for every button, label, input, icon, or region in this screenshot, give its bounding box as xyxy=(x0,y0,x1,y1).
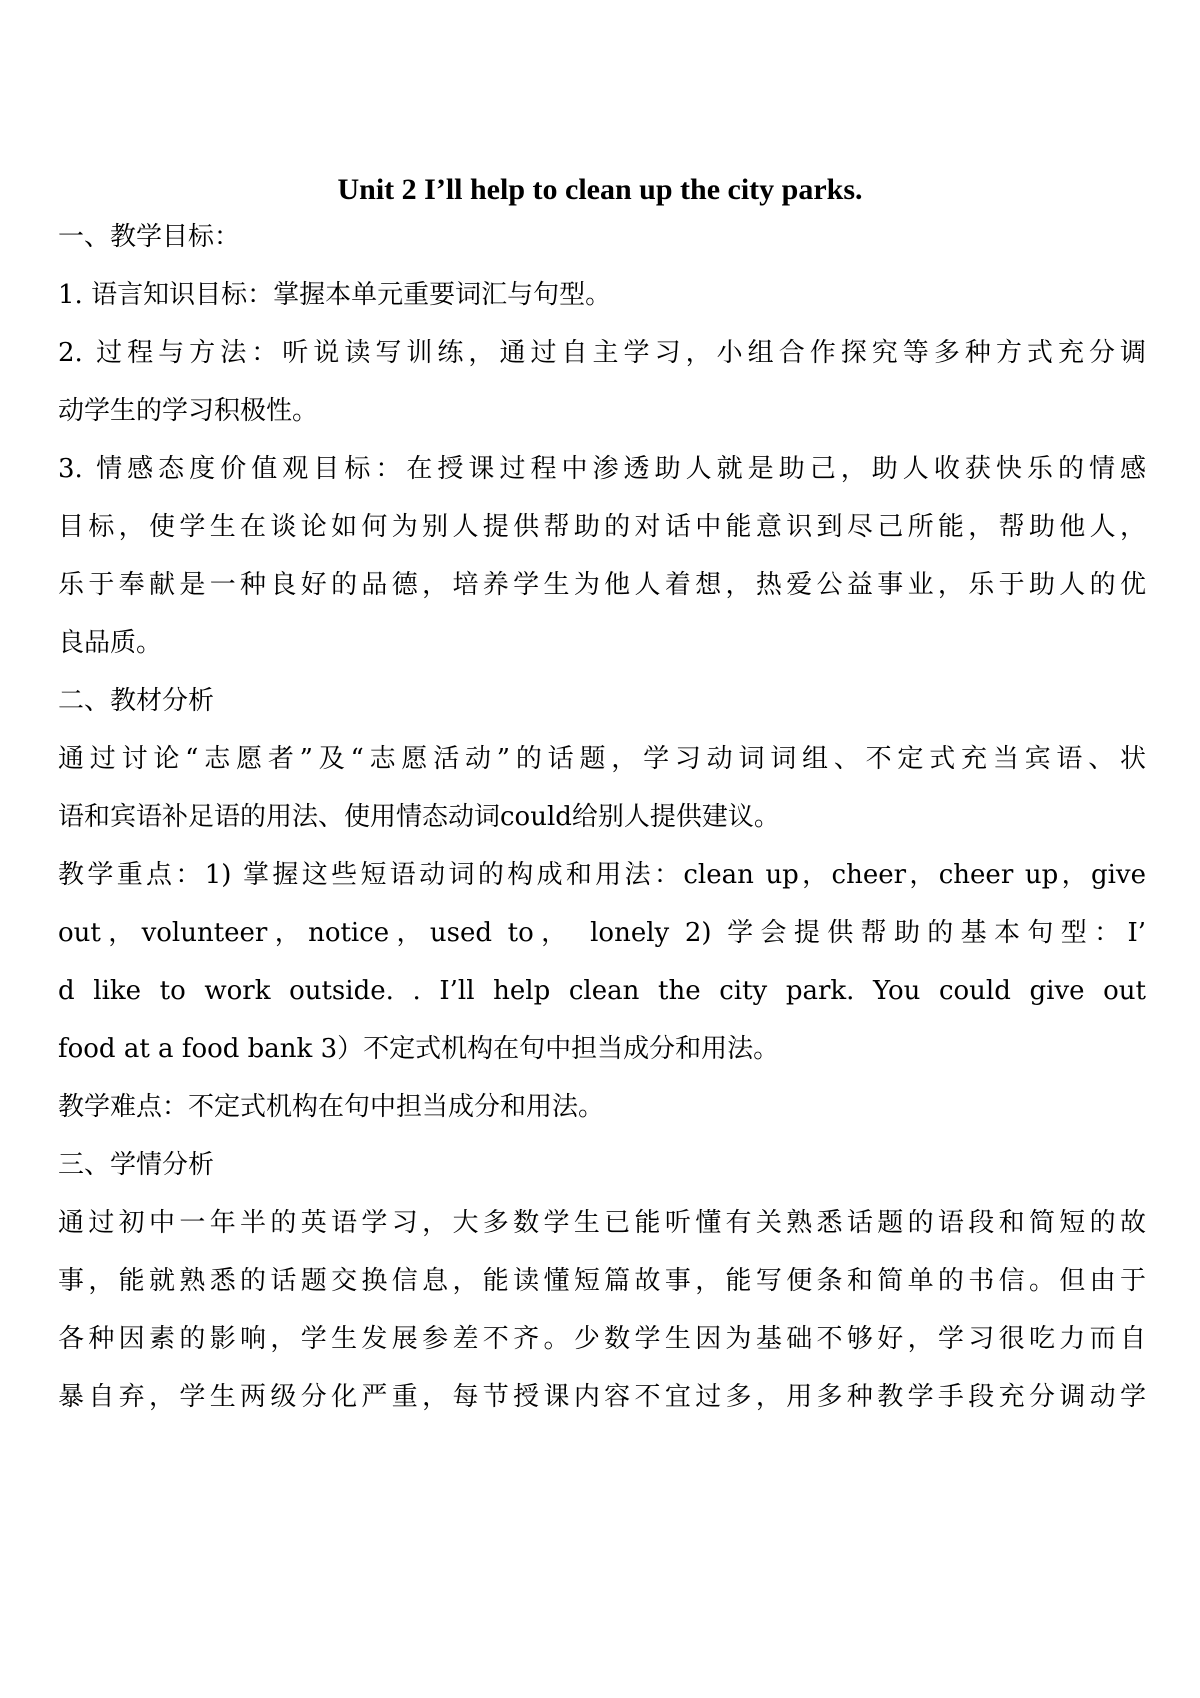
paragraph-line: 3. 情感态度价值观目标：在授课过程中渗透助人就是助己，助人收获快乐的情感 xyxy=(58,454,1146,484)
paragraph-line: 语和宾语补足语的用法、使用情态动词could给别人提供建议。 xyxy=(58,802,780,832)
paragraph-line: 事，能就熟悉的话题交换信息，能读懂短篇故事，能写便条和简单的书信。但由于 xyxy=(58,1266,1146,1296)
section-heading-material-analysis: 二、教材分析 xyxy=(58,686,215,716)
section-heading-student-analysis: 三、学情分析 xyxy=(58,1150,215,1180)
section-heading-objectives: 一、教学目标： xyxy=(58,222,241,252)
paragraph-line: 目标，使学生在谈论如何为别人提供帮助的对话中能意识到尽己所能，帮助他人， xyxy=(58,512,1146,542)
paragraph-line: 通过初中一年半的英语学习，大多数学生已能听懂有关熟悉话题的语段和简短的故 xyxy=(58,1208,1146,1238)
document-title: Unit 2 I’ll help to clean up the city parks. xyxy=(337,173,863,206)
key-points-line: out，volunteer，notice，used to， lonely 2) 学会提供帮助的基本句型：I’ xyxy=(58,918,1146,948)
key-points-line: 教学重点：1) 掌握这些短语动词的构成和用法：clean up，cheer，cheer up，give xyxy=(58,860,1146,890)
difficult-points-line: 教学难点：不定式机构在句中担当成分和用法。 xyxy=(58,1092,605,1122)
paragraph-line: 良品质。 xyxy=(58,628,163,658)
paragraph-line: 各种因素的影响，学生发展参差不齐。少数学生因为基础不够好，学习很吃力而自 xyxy=(58,1324,1146,1354)
paragraph-line: 通过讨论“志愿者”及“志愿活动”的话题，学习动词词组、不定式充当宾语、状 xyxy=(58,744,1146,774)
key-points-line: d like to work outside. . I’ll help clean the city park. You could give out xyxy=(58,976,1146,1006)
paragraph-line: 乐于奉献是一种良好的品德，培养学生为他人着想，热爱公益事业，乐于助人的优 xyxy=(58,570,1146,600)
key-points-line: food at a food bank 3）不定式机构在句中担当成分和用法。 xyxy=(58,1034,780,1064)
paragraph-line: 动学生的学习积极性。 xyxy=(58,396,319,426)
paragraph-line: 2. 过程与方法：听说读写训练，通过自主学习，小组合作探究等多种方式充分调 xyxy=(58,338,1146,368)
paragraph-line: 1. 语言知识目标：掌握本单元重要词汇与句型。 xyxy=(58,280,612,310)
paragraph-line: 暴自弃，学生两级分化严重，每节授课内容不宜过多，用多种教学手段充分调动学 xyxy=(58,1382,1146,1412)
